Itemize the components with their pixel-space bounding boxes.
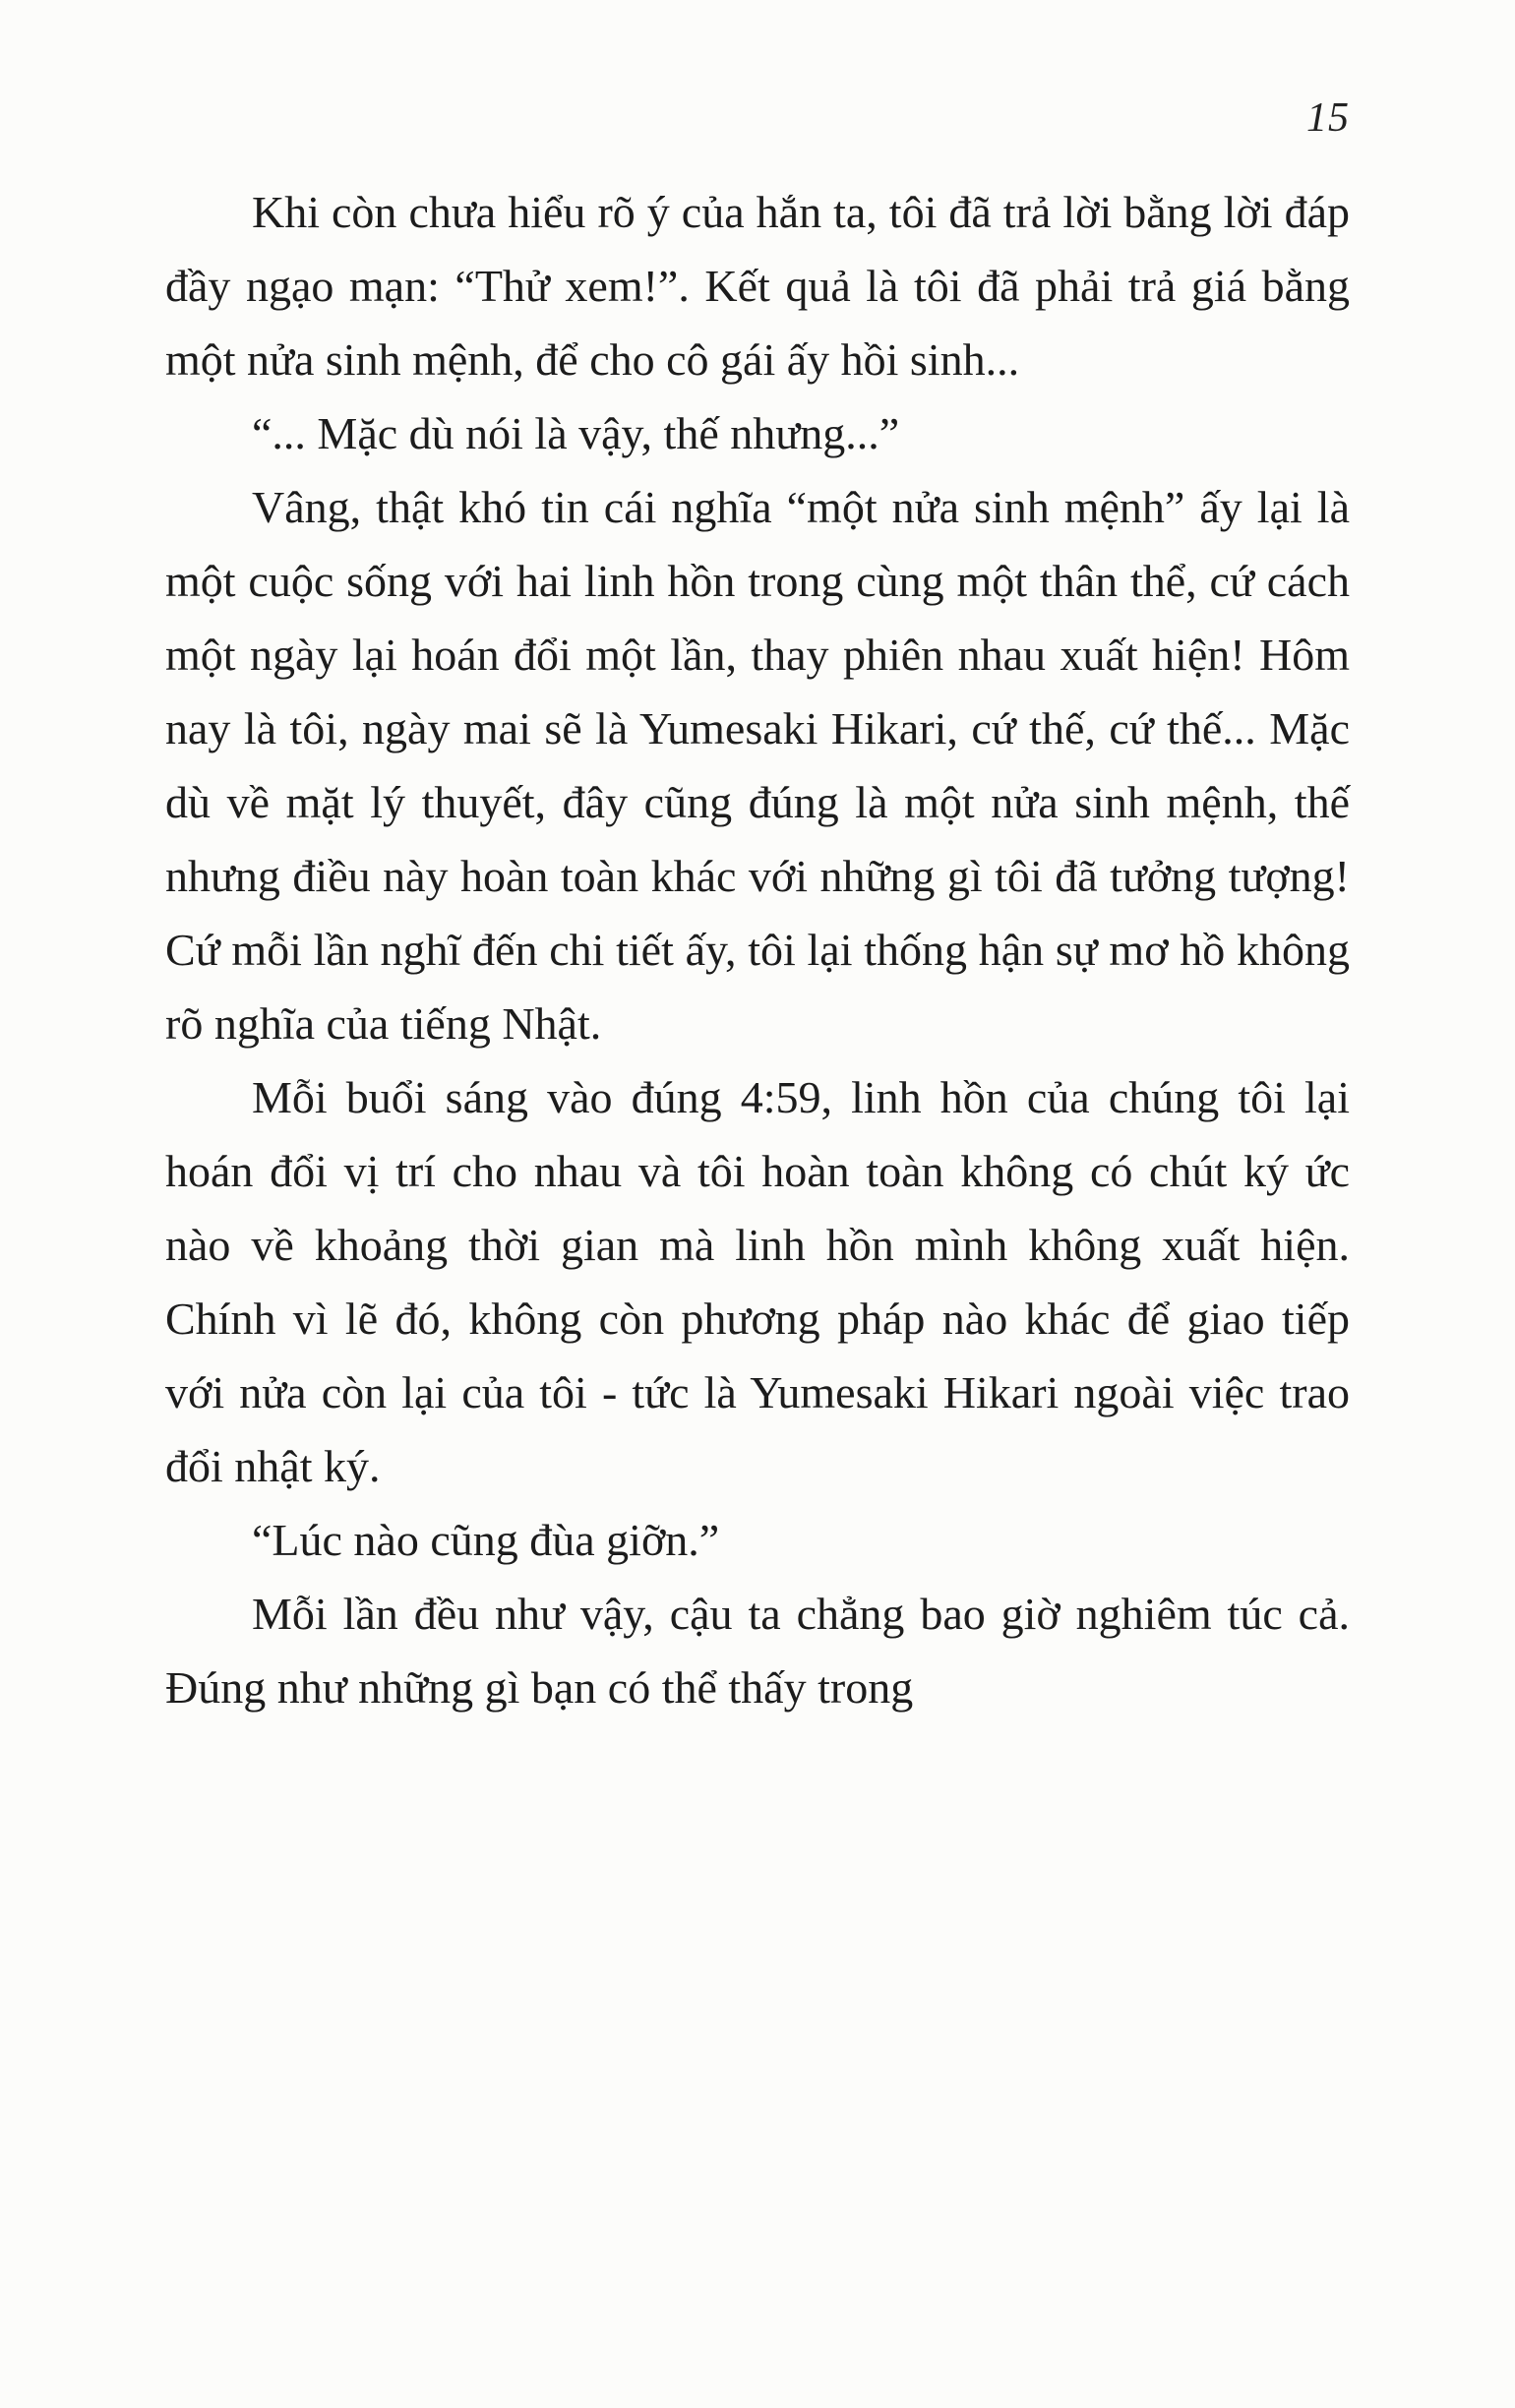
paragraph-1: Khi còn chưa hiểu rõ ý của hắn ta, tôi đã trả lời bằng lời đáp đầy ngạo mạn: “Thử xem!”. Kết quả là tôi đã phải trả giá bằng một nửa sinh mệnh, để cho cô gái ấy hồi sinh... <box>165 187 1350 385</box>
paragraph-2-dialogue: “... Mặc dù nói là vậy, thế nhưng...” <box>252 408 900 458</box>
paragraph-6: Mỗi lần đều như vậy, cậu ta chẳng bao giờ nghiêm túc cả. Đúng như những gì bạn có thể thấy trong <box>165 1589 1350 1713</box>
paragraph-4: Mỗi buổi sáng vào đúng 4:59, linh hồn của chúng tôi lại hoán đổi vị trí cho nhau và tôi hoàn toàn không có chút ký ức nào về khoảng thời gian mà linh hồn mình không xuất hiện. Chính vì lẽ đó, không còn phương pháp nào khác để giao tiếp với nửa còn lại của tôi - tức là Yumesaki Hikari ngoài việc trao đổi nhật ký. <box>165 1072 1350 1491</box>
text-block <box>165 175 1350 1724</box>
paragraph-5-dialogue: “Lúc nào cũng đùa giỡn.” <box>252 1515 720 1565</box>
page-number: 15 <box>1306 95 1350 141</box>
paragraph-3: Vâng, thật khó tin cái nghĩa “một nửa sinh mệnh” ấy lại là một cuộc sống với hai linh hồn trong cùng một thân thể, cứ cách một ngày lại hoán đổi một lần, thay phiên nhau xuất hiện! Hôm nay là tôi, ngày mai sẽ là Yumesaki Hikari, cứ thế, cứ thế... Mặc dù về mặt lý thuyết, đây cũng đúng là một nửa sinh mệnh, thế nhưng điều này hoàn toàn khác với những gì tôi đã tưởng tượng! Cứ mỗi lần nghĩ đến chi tiết ấy, tôi lại thống hận sự mơ hồ không rõ nghĩa của tiếng Nhật. <box>165 482 1350 1049</box>
